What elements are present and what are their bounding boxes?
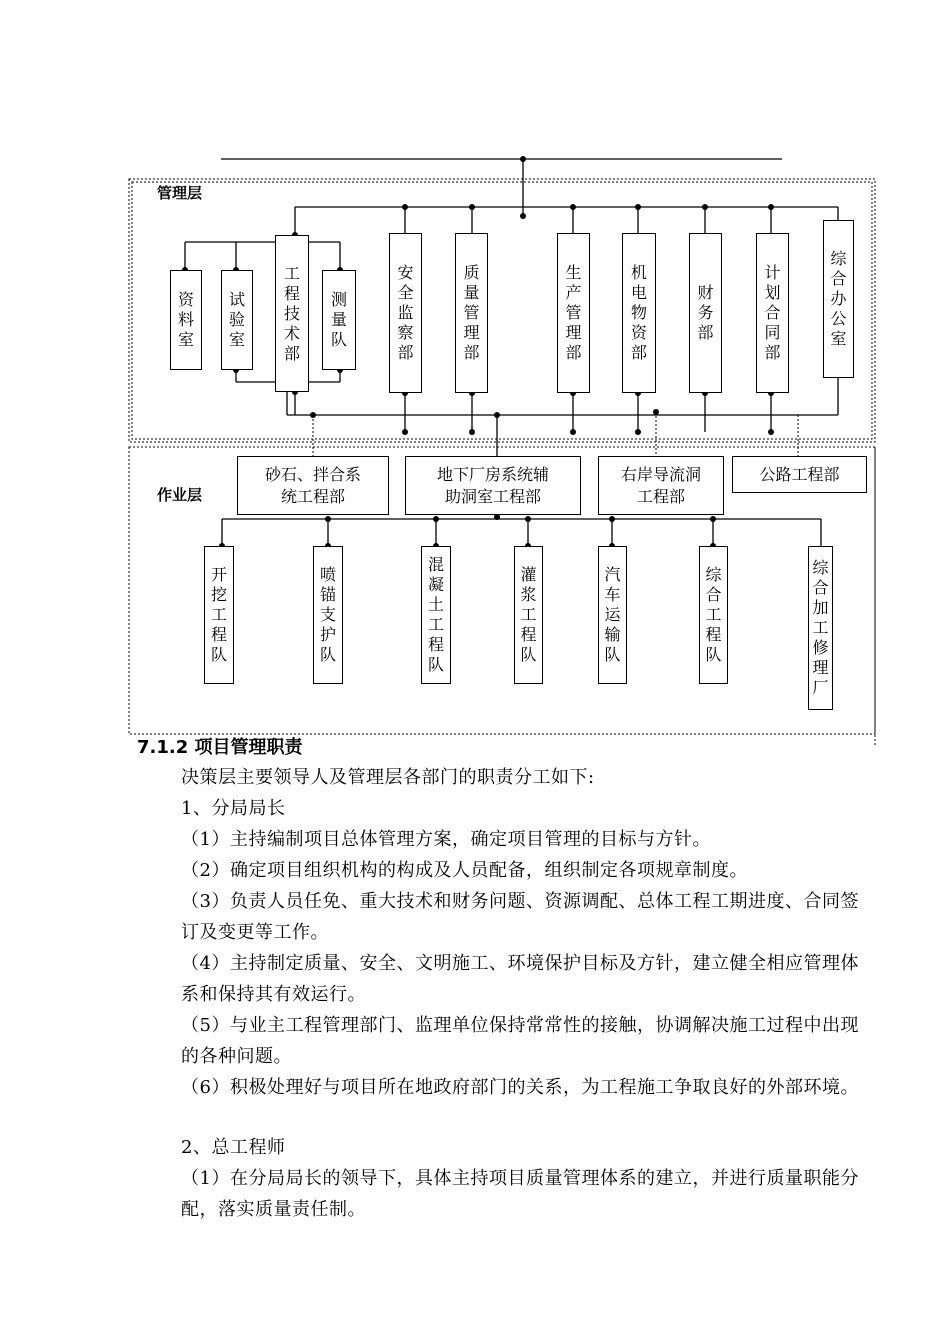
label-char: 锚: [319, 585, 336, 604]
dept-label: [178, 290, 194, 350]
paragraph-text: 2、总工程师: [181, 1137, 286, 1158]
label-char: 量: [463, 283, 480, 302]
team-transport: [598, 546, 627, 684]
label-char: 质: [463, 263, 480, 282]
label-char: 物: [630, 303, 647, 322]
label-char: 生: [565, 263, 582, 282]
team-concrete: [421, 546, 451, 684]
dept-label: [284, 264, 300, 364]
label-char: 同: [764, 323, 781, 342]
dept-survey: [322, 270, 356, 370]
dept-label: [397, 263, 413, 363]
label-char: 工: [705, 605, 722, 624]
op-dept-road: [732, 456, 867, 493]
team-label: [812, 558, 828, 698]
dept-finance: [689, 233, 722, 393]
label-char: 监: [397, 303, 414, 322]
team-shotcrete: [313, 546, 343, 684]
op-dept-underground: [405, 456, 581, 515]
op-dept-diversion: [598, 456, 724, 515]
label-char: 挖: [210, 585, 227, 604]
dept-data-room: [170, 270, 202, 370]
label-char: 电: [630, 283, 647, 302]
paragraph-item: [137, 886, 861, 948]
label-char: 管: [565, 303, 582, 322]
op-dept-line: 助洞室工程部: [444, 486, 541, 506]
dept-production: [557, 233, 590, 393]
dept-label: [463, 263, 479, 363]
op-dept-line: 公路工程部: [759, 464, 840, 484]
label-char: 队: [520, 645, 537, 664]
label-char: 技: [283, 303, 300, 323]
paragraph-text: （2）确定项目组织机构的构成及人员配备，组织制定各项规章制度。: [181, 860, 748, 881]
dept-label: [229, 290, 245, 350]
team-label: [320, 565, 336, 665]
label-char: 全: [397, 283, 414, 302]
operation-layer-label: 作业层: [157, 486, 203, 504]
label-char: 队: [319, 645, 336, 664]
section-title: 7.1.2 项目管理职责: [137, 737, 303, 758]
label-char: 室: [228, 330, 245, 349]
label-char: 队: [705, 645, 722, 664]
label-char: 开: [210, 565, 227, 584]
label-char: 机: [630, 263, 647, 282]
label-char: 资: [630, 323, 647, 342]
team-general: [699, 546, 728, 684]
label-char: 部: [565, 343, 582, 362]
paragraph-text: （1）主持编制项目总体管理方案，确定项目管理的目标与方针。: [181, 829, 711, 850]
paragraph-text: 决策层主要领导人及管理层各部门的职责分工如下:: [181, 767, 595, 788]
label-char: 厂: [812, 678, 829, 697]
label-char: 车: [604, 585, 621, 604]
label-char: 部: [764, 343, 781, 362]
label-char: 修: [812, 638, 829, 657]
paragraph-item: [137, 1163, 861, 1225]
team-label: [211, 565, 227, 665]
label-char: 部: [283, 343, 300, 363]
label-char: 工: [812, 618, 829, 637]
label-char: 量: [330, 310, 347, 329]
paragraph-item: [137, 824, 861, 855]
label-char: 运: [604, 605, 621, 624]
dept-label: [631, 263, 647, 363]
label-char: 部: [463, 343, 480, 362]
label-char: 计: [764, 263, 781, 282]
label-char: 术: [283, 323, 300, 343]
paragraph-text: （5）与业主工程管理部门、监理单位保持常常性的接触，协调解决施工过程中出现的各种问题。: [181, 1015, 859, 1067]
label-char: 理: [565, 323, 582, 342]
dept-label: [565, 263, 581, 363]
label-char: 部: [397, 343, 414, 362]
paragraph-item: [137, 855, 861, 886]
paragraph-intro: [137, 762, 861, 793]
team-label: [705, 565, 721, 665]
label-char: 合: [705, 585, 722, 604]
dept-safety: [389, 233, 422, 393]
paragraph-item: [137, 1072, 861, 1103]
paragraph-item: [137, 1010, 861, 1072]
label-char: 队: [210, 645, 227, 664]
label-char: 部: [697, 323, 714, 342]
label-char: 料: [177, 310, 194, 329]
op-dept-line: 工程部: [636, 486, 685, 506]
label-char: 程: [427, 635, 444, 654]
label-char: 公: [830, 309, 847, 328]
label-char: 安: [397, 263, 414, 282]
label-char: 资: [177, 290, 194, 309]
dept-quality: [455, 233, 488, 393]
label-char: 浆: [520, 585, 537, 604]
label-char: 产: [565, 283, 582, 302]
team-label: [604, 565, 620, 665]
label-char: 汽: [604, 565, 621, 584]
label-char: 综: [830, 249, 847, 268]
op-dept-line: 地下厂房系统辅: [436, 464, 549, 484]
dept-label: [764, 263, 780, 363]
label-char: 输: [604, 625, 621, 644]
label-char: 合: [830, 269, 847, 288]
label-char: 室: [177, 330, 194, 349]
label-char: 工: [283, 263, 300, 283]
label-char: 试: [228, 290, 245, 309]
paragraph-text: （6）积极处理好与项目所在地政府部门的关系，为工程施工争取良好的外部环境。: [181, 1077, 859, 1098]
paragraph-item: [137, 948, 861, 1010]
label-char: 综: [812, 558, 829, 577]
heading-chief-engineer: [137, 1132, 861, 1163]
label-char: 察: [397, 323, 414, 342]
dept-lab: [221, 270, 253, 370]
label-char: 护: [319, 625, 336, 644]
label-char: 程: [705, 625, 722, 644]
op-dept-line: 统工程部: [280, 486, 345, 506]
op-dept-gravel: [237, 456, 389, 515]
label-char: 合: [764, 303, 781, 322]
label-char: 加: [812, 598, 829, 617]
label-char: 混: [427, 555, 444, 574]
label-char: 测: [330, 290, 347, 309]
label-char: 工: [210, 605, 227, 624]
team-grouting: [514, 546, 543, 684]
label-char: 工: [427, 615, 444, 634]
label-char: 喷: [319, 565, 336, 584]
paragraph-text: （3）负责人员任免、重大技术和财务问题、资源调配、总体工程工期进度、合同签订及变更等工作。: [181, 891, 859, 943]
label-char: 凝: [427, 575, 444, 594]
heading-director: [137, 793, 861, 824]
label-char: 综: [705, 565, 722, 584]
paragraph-text: （4）主持制定质量、安全、文明施工、环境保护目标及方针，建立健全相应管理体系和保持其有效运行。: [181, 953, 859, 1005]
label-char: 程: [520, 625, 537, 644]
label-char: 队: [427, 655, 444, 674]
label-char: 理: [812, 658, 829, 677]
dept-label: [697, 283, 713, 343]
op-dept-line: 砂石、拌合系: [264, 464, 361, 484]
team-workshop: [808, 546, 833, 710]
label-char: 队: [330, 330, 347, 349]
label-char: 验: [228, 310, 245, 329]
label-char: 工: [520, 605, 537, 624]
paragraph-text: 1、分局局长: [181, 798, 286, 819]
management-layer-label: 管理层: [157, 184, 203, 202]
label-char: 办: [830, 289, 847, 308]
op-dept-line: 右岸导流洞: [620, 464, 701, 484]
dept-label: [331, 290, 347, 350]
dept-label: [830, 249, 846, 349]
team-label: [520, 565, 536, 665]
label-char: 土: [427, 595, 444, 614]
paragraph-text: （1）在分局局长的领导下，具体主持项目质量管理体系的建立，并进行质量职能分配，落实质量责任制。: [181, 1168, 859, 1220]
label-char: 支: [319, 605, 336, 624]
team-label: [428, 555, 444, 675]
dept-eng-tech: [275, 235, 309, 392]
label-char: 合: [812, 578, 829, 597]
label-char: 程: [210, 625, 227, 644]
label-char: 灌: [520, 565, 537, 584]
dept-office: [823, 220, 854, 378]
dept-contract: [756, 233, 789, 393]
label-char: 队: [604, 645, 621, 664]
dept-mech: [622, 233, 656, 393]
label-char: 室: [830, 329, 847, 348]
label-char: 划: [764, 283, 781, 302]
label-char: 理: [463, 323, 480, 342]
label-char: 务: [697, 303, 714, 322]
label-char: 财: [697, 283, 714, 302]
label-char: 部: [630, 343, 647, 362]
team-excavation: [204, 546, 234, 684]
label-char: 管: [463, 303, 480, 322]
label-char: 程: [283, 283, 300, 303]
